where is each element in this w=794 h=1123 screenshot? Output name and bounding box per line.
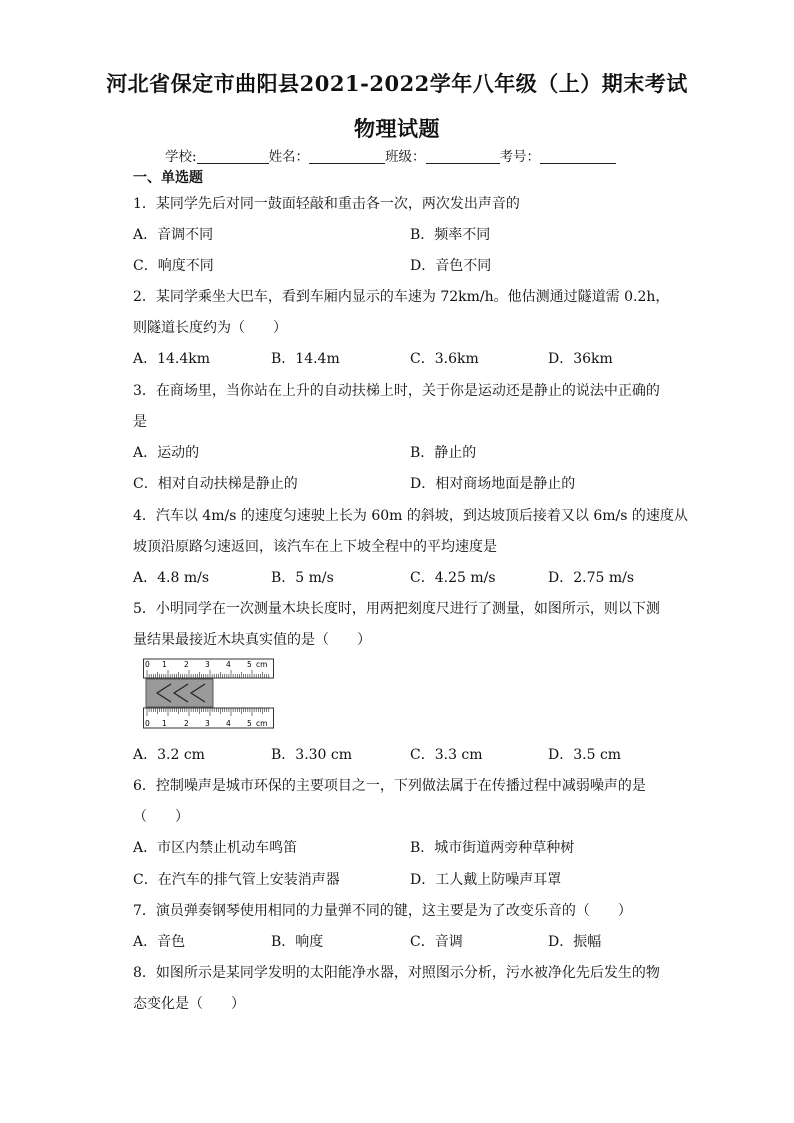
question-6-option-c: C．在汽车的排气管上安装消声器: [133, 872, 340, 888]
question-5-option-d: D．3.5 cm: [548, 747, 622, 763]
question-7-option-a: A．音色: [133, 934, 186, 950]
question-1-option-d: D．音色不同: [410, 258, 492, 274]
question-2-option-b: B．14.4m: [271, 351, 340, 367]
top-ruler-label-3: 3: [205, 660, 210, 669]
question-8-line-1: 8．如图所示是某同学发明的太阳能净水器，对照图示分析，污水被净化先后发生的物: [133, 965, 660, 981]
question-6-option-b: B．城市街道两旁种草种树: [410, 840, 575, 856]
question-5-option-a: A．3.2 cm: [133, 747, 205, 763]
question-1-option-a: A．音调不同: [133, 227, 214, 243]
question-2-line-1: 2．某同学乘坐大巴车，看到车厢内显示的车速为 72km/h。他估测通过隧道需 0.2h，: [133, 289, 670, 305]
bottom-ruler-label-3: 3: [205, 719, 210, 728]
question-8-line-2: 态变化是（ ）: [133, 996, 245, 1012]
question-3-option-b: B．静止的: [410, 445, 477, 461]
school-label: 学校:: [165, 149, 197, 165]
class-blank: [426, 149, 500, 164]
question-2-option-a: A．14.4km: [133, 351, 211, 367]
question-2-line-2: 则隧道长度约为（ ）: [133, 320, 287, 336]
student-info-line: [165, 145, 616, 165]
question-5-line-1: 5．小明同学在一次测量木块长度时，用两把刻度尺进行了测量，如图所示，则以下测: [133, 601, 660, 617]
question-4-line-1: 4．汽车以 4m/s 的速度匀速驶上长为 60m 的斜坡，到达坡顶后接着又以 6m/s 的速度从: [133, 508, 688, 524]
question-4-option-c: C．4.25 m/s: [410, 570, 496, 586]
question-3-line-1: 3．在商场里，当你站在上升的自动扶梯上时，关于你是运动还是静止的说法中正确的: [133, 383, 660, 399]
question-4-option-a: A．4.8 m/s: [133, 570, 210, 586]
bottom-ruler-label-5: 5: [247, 719, 252, 728]
top-ruler-label-4: 4: [226, 660, 231, 669]
question-5-line-2: 量结果最接近木块真实值的是（ ）: [133, 632, 371, 648]
question-4-option-b: B．5 m/s: [271, 570, 334, 586]
number-label: 考号：: [499, 149, 541, 165]
school-blank: [197, 149, 269, 164]
top-ruler-label-0: 0: [145, 660, 150, 669]
question-6-option-d: D．工人戴上防噪声耳罩: [410, 872, 562, 888]
name-label: 姓名：: [268, 149, 310, 165]
question-6-option-a: A．市区内禁止机动车鸣笛: [133, 840, 298, 856]
bottom-ruler-label-4: 4: [226, 719, 231, 728]
question-2-option-d: D．36km: [548, 351, 613, 367]
question-7-line-1: 7．演员弹奏钢琴使用相同的力量弹不同的键，这主要是为了改变乐音的（ ）: [133, 903, 632, 919]
question-7-option-d: D．振幅: [548, 934, 602, 950]
section-heading: 一、单选题: [133, 170, 203, 186]
number-blank: [540, 149, 616, 164]
question-3-option-a: A．运动的: [133, 445, 200, 461]
bottom-ruler-label-1: 1: [162, 719, 167, 728]
name-blank: [309, 149, 385, 164]
bottom-ruler-label-0: 0: [145, 719, 150, 728]
question-7-option-b: B．响度: [271, 934, 324, 950]
question-7-option-c: C．音调: [410, 934, 463, 950]
question-4-line-2: 坡顶沿原路匀速返回，该汽车在上下坡全程中的平均速度是: [133, 539, 497, 555]
question-4-option-d: D．2.75 m/s: [548, 570, 635, 586]
question-1-option-b: B．频率不同: [410, 227, 491, 243]
question-1-line-1: 1．某同学先后对同一鼓面轻敲和重击各一次，两次发出声音的: [133, 196, 520, 212]
top-ruler-label-2: 2: [184, 660, 189, 669]
question-5-option-c: C．3.3 cm: [410, 747, 483, 763]
question-3-option-c: C．相对自动扶梯是静止的: [133, 476, 298, 492]
question-6-line-1: 6．控制噪声是城市环保的主要项目之一，下列做法属于在传播过程中减弱噪声的是: [133, 778, 646, 794]
exam-title-line1: 河北省保定市曲阳县2021-2022学年八年级（上）期末考试: [106, 71, 688, 96]
bottom-ruler-unit: cm: [256, 719, 268, 728]
question-5-option-b: B．3.30 cm: [271, 747, 353, 763]
top-ruler-label-1: 1: [162, 660, 167, 669]
question-3-line-2: 是: [133, 414, 147, 430]
question-2-option-c: C．3.6km: [410, 351, 479, 367]
bottom-ruler-label-2: 2: [184, 719, 189, 728]
top-ruler-label-5: 5: [247, 660, 252, 669]
exam-title-line2: 物理试题: [354, 116, 440, 141]
question-1-option-c: C．响度不同: [133, 258, 214, 274]
class-label: 班级：: [385, 149, 426, 165]
question-3-option-d: D．相对商场地面是静止的: [410, 476, 576, 492]
question-6-line-2: （ ）: [133, 809, 189, 825]
top-ruler-unit: cm: [256, 660, 268, 669]
ruler-figure: [143, 658, 275, 730]
